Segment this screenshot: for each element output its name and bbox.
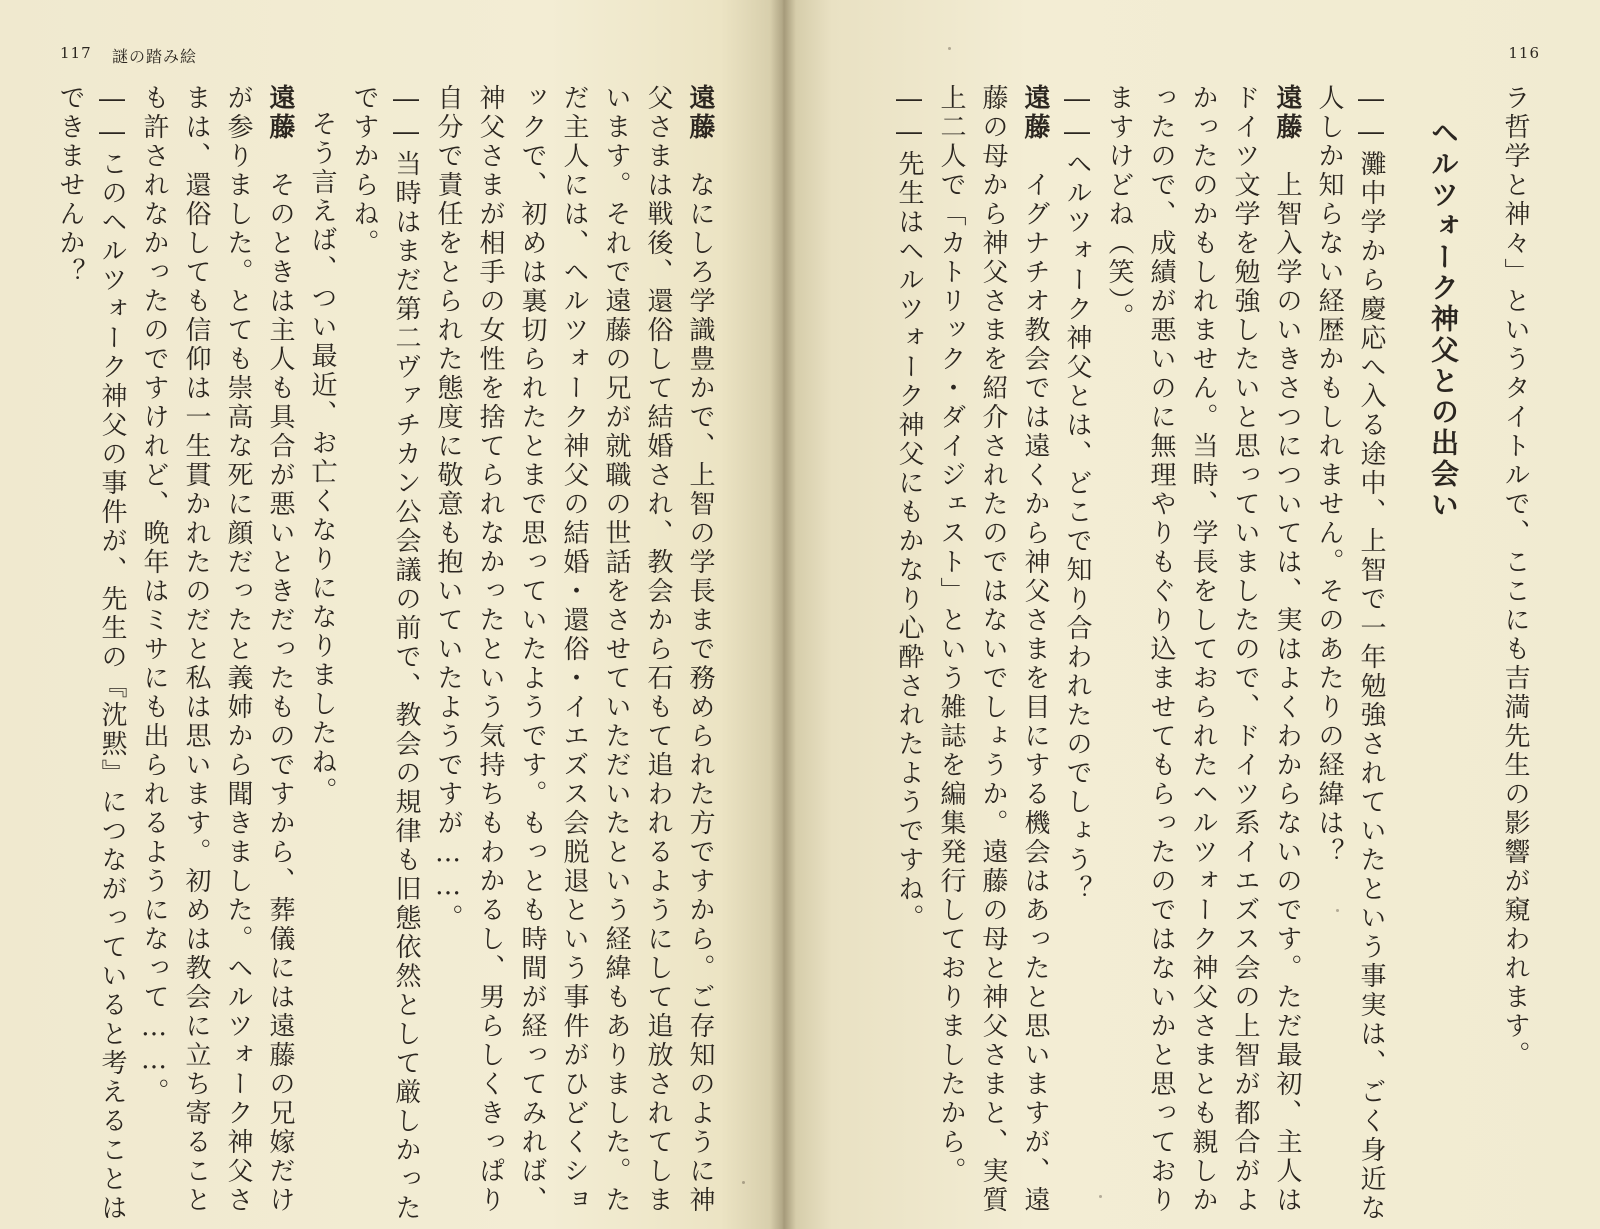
text-line: ラ哲学と神々」というタイトルで、ここにも吉満先生の影響が窺われます。 [1500, 84, 1530, 1070]
text-line: できませんか？ [55, 84, 85, 287]
paper-speck [742, 1181, 745, 1184]
text-line: だ主人には、ヘルツォーク神父の結婚・還俗・イエズス会脱退という事件がひどくショ [559, 84, 589, 1215]
speaker-label: 遠藤 [1272, 84, 1302, 142]
text-line: 藤の母から神父さまを紹介されたのではないでしょうか。遠藤の母と神父さまと、実質 [978, 84, 1008, 1215]
text-line: 神父さまが相手の女性を捨てられなかったという気持ちもわかるし、男らしくきっぱり [475, 84, 505, 1215]
text-line: 上二人で「カトリック・ダイジェスト」という雑誌を編集発行しておりましたから。 [936, 84, 966, 1186]
paper-speck [948, 47, 951, 50]
text-line: 自分で責任をとられた態度に敬意も抱いていたようですが……。 [433, 84, 463, 933]
running-title: 謎の踏み絵 [112, 47, 198, 66]
text-line: ックで、初めは裏切られたとまで思っていたようです。もっとも時間が経ってみれば、 [517, 84, 547, 1215]
text-line: ――先生はヘルツォーク神父にもかなり心酔されたようですね。 [894, 84, 924, 933]
text-line: ますけどね（笑）。 [1104, 84, 1134, 332]
text-line: かったのかもしれません。当時、学長をしておられたヘルツォーク神父さまとも親しか [1188, 84, 1218, 1215]
text-line: ったので、成績が悪いのに無理やりもぐり込ませてもらったのではないかと思っており [1146, 84, 1176, 1215]
text-line: まは、還俗しても信仰は一生貫かれたのだと私は思います。初めは教会に立ち寄ること [181, 84, 211, 1215]
speaker-label: 遠藤 [265, 84, 295, 142]
text-line: も許されなかったのですけれど、晩年はミサにも出られるようになって……。 [139, 84, 169, 1107]
speaker-label: 遠藤 [1020, 84, 1050, 142]
paper-speck [1336, 909, 1339, 912]
text-line: います。それで遠藤の兄が就職の世話をさせていただいたという経緯もありました。た [601, 84, 631, 1215]
paper-speck [1099, 1195, 1102, 1198]
text-line: ですからね。 [349, 84, 379, 258]
left-page-number: 117 [60, 44, 92, 62]
text-line: 父さまは戦後、還俗して結婚され、教会から石もて追われるようにして追放されてしま [643, 84, 673, 1215]
right-page-number: 116 [1508, 44, 1540, 62]
text-line: ――灘中学から慶応へ入る途中、上智で一年勉強されていたという事実は、ごく身近な [1356, 84, 1386, 1223]
line-text: イグナチオ教会では遠くから神父さまを目にする機会はあったと思いますが、遠 [1020, 171, 1050, 1215]
text-line [259, 84, 301, 1215]
text-line: が参りました。とても崇高な死に顔だったと義姉から聞きました。ヘルツォーク神父さ [223, 84, 253, 1215]
text-line [679, 84, 721, 1215]
text-line: ――このヘルツォーク神父の事件が、先生の『沈黙』につながっていると考えることは [97, 84, 127, 1223]
book-gutter [770, 0, 796, 1229]
text-line: ――ヘルツォーク神父とは、どこで知り合われたのでしょう？ [1062, 84, 1092, 904]
text-line [1266, 84, 1308, 1215]
text-line: ――当時はまだ第二ヴァチカン公会議の前で、教会の規律も旧態依然として厳しかった [391, 84, 421, 1223]
line-text: 上智入学のいきさつについては、実はよくわからないのです。ただ最初、主人は [1272, 171, 1302, 1215]
right-page-body [836, 84, 1536, 1223]
text-line: ドイツ文学を勉強したいと思っていましたので、ドイツ系イエズス会の上智が都合がよ [1230, 84, 1260, 1215]
left-page-body [55, 84, 721, 1223]
text-line: そう言えば、つい最近、お亡くなりになりましたね。 [307, 110, 337, 806]
left-page [0, 0, 783, 1229]
right-page [783, 0, 1600, 1229]
speaker-label: 遠藤 [685, 84, 715, 142]
text-line: 人しか知らない経歴かもしれません。そのあたりの経緯は？ [1314, 84, 1344, 867]
text-line [1014, 84, 1056, 1215]
section-heading: ヘルツォーク神父との出会い [1427, 118, 1460, 521]
line-text: そのときは主人も具合が悪いときだったものですから、葬儀には遠藤の兄嫁だけ [265, 171, 295, 1215]
line-text: なにしろ学識豊かで、上智の学長まで務められた方ですから。ご存知のように神 [685, 171, 715, 1215]
